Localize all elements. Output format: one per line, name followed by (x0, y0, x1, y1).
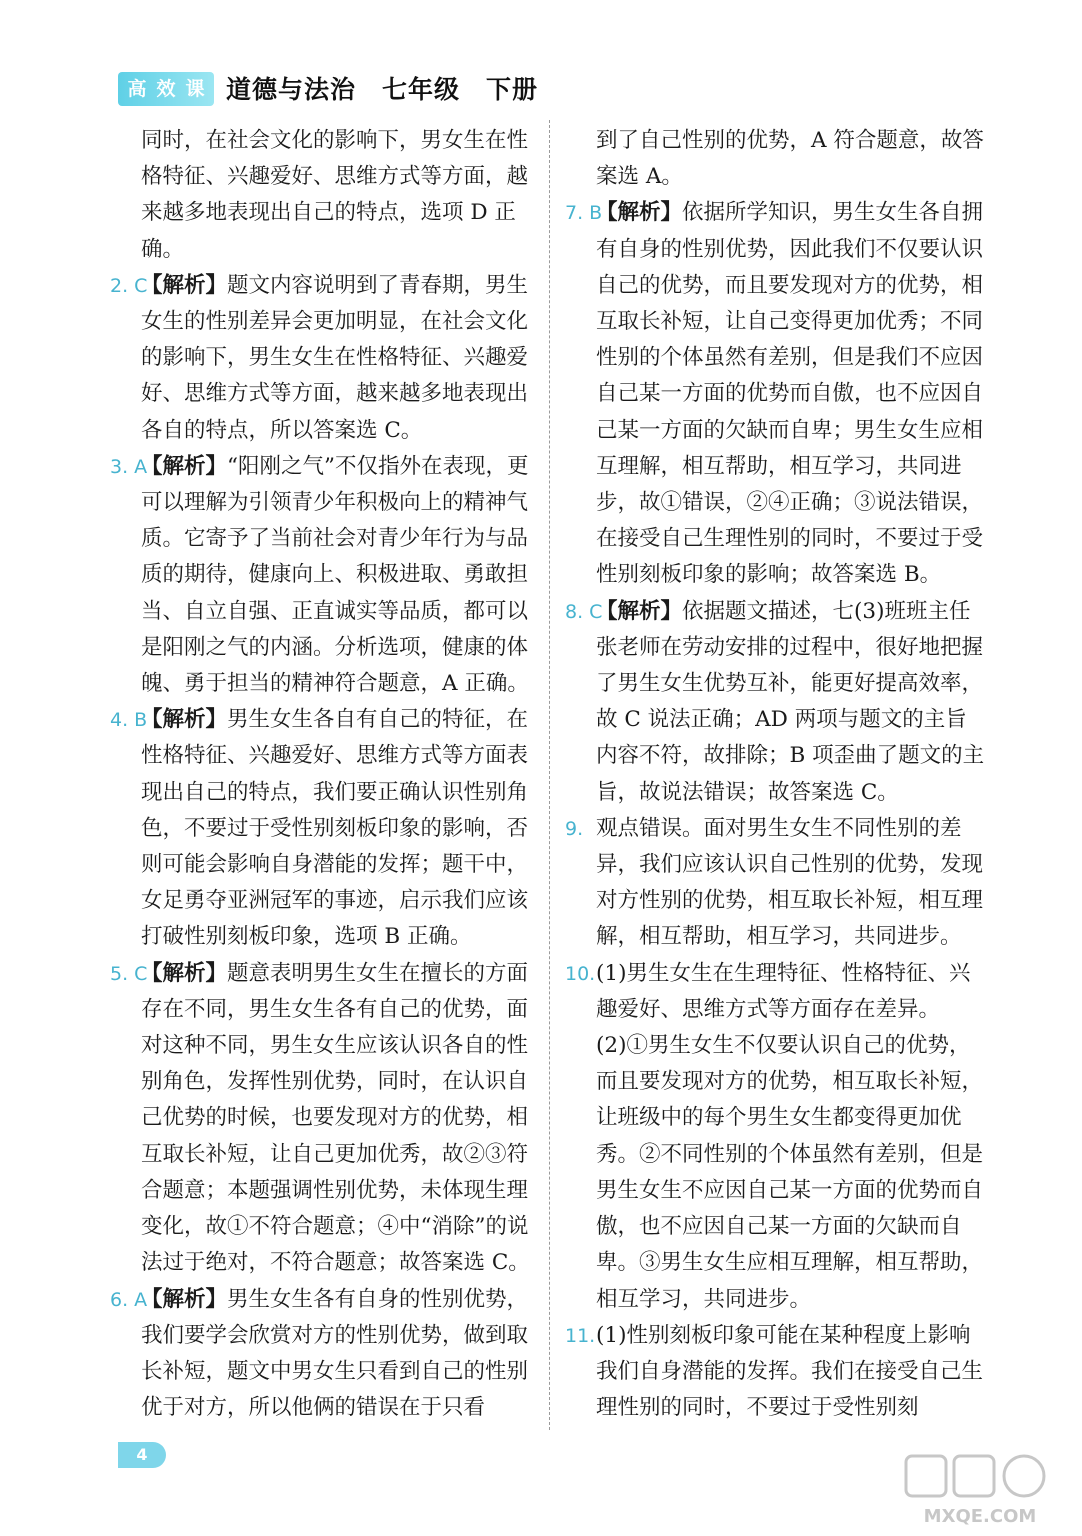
watermark-logo (900, 1450, 1060, 1530)
question-number: 10. (565, 962, 596, 985)
answer-item (565, 1028, 985, 1318)
logo-char: 课 (185, 78, 205, 100)
answer-text: (2)①男生女生不仅要认识自己的优势，而且要发现对方的优势，相互取长补短，让班级中的每个男生女生都变得更加优秀。②不同性别的个体虽然有差别，但是男生女生不应因自己某一方面的优势而自傲，也不应因自己某一方面的欠缺而自卑。③男生女生应相互理解，相互帮助，相互学习，共同进步。 (596, 1033, 984, 1312)
answer-text: 观点错误。面对男生女生不同性别的差异，我们应该认识自己性别的优势，发现对方性别的优势，相互取长补短，相互理解，相互帮助，相互学习，共同进步。 (596, 815, 984, 950)
answer-text: 男生女生各自有自己的特征，在性格特征、兴趣爱好、思维方式等方面表现出自己的特点，我们要正确认识性别角色，不要过于受性别刻板印象的影响，否则可能会影响自身潜能的发挥；题干中，女足勇夺亚洲冠军的事迹，启示我们应该打破性别刻板印象，选项 B 正确。 (141, 707, 529, 950)
question-number: 5. C (110, 962, 148, 985)
question-number: 6. A (110, 1288, 148, 1311)
question-number: 4. B (110, 709, 148, 732)
answer-item (565, 594, 985, 811)
answer-text: 题文内容说明到了青春期，男生女生的性别差异会更加明显，在社会文化的影响下，男生女生在性格特征、兴趣爱好、思维方式等方面，越来越多地表现出各自的特点，所以答案选 C。 (141, 272, 529, 443)
answer-item (110, 702, 535, 955)
answer-item (110, 268, 535, 449)
right-column (565, 123, 985, 1426)
logo-char: 高 (127, 78, 147, 100)
book-title: 道德与法治 七年级 下册 (226, 75, 539, 104)
question-number: 11. (565, 1324, 596, 1347)
answer-item (110, 123, 535, 268)
logo-char: 效 (156, 78, 176, 100)
question-number: 2. C (110, 274, 148, 297)
question-number: 7. B (565, 202, 603, 225)
answer-item (110, 449, 535, 702)
analysis-tag: 【解析】 (141, 1286, 228, 1312)
analysis-tag: 【解析】 (596, 598, 683, 624)
analysis-tag: 【解析】 (596, 200, 683, 226)
answer-item (110, 956, 535, 1282)
analysis-tag: 【解析】 (141, 707, 228, 733)
left-column (110, 123, 535, 1426)
answer-item (565, 956, 985, 1028)
question-number: 8. C (565, 600, 603, 623)
answer-item (565, 123, 985, 195)
answer-text: (1)性别刻板印象可能在某种程度上影响我们自身潜能的发挥。我们在接受自己生理性别的同时，不要过于受性别刻 (596, 1322, 984, 1421)
answer-item (565, 811, 985, 956)
answer-text: 依据所学知识，男生女生各自拥有自身的性别优势，因此我们不仅要认识自己的优势，而且要发现对方的优势，相互取长补短，让自己变得更加优秀；不同性别的个体虽然有差别，但是我们不应因自己某一方面的优势而自傲，也不应因自己某一方面的欠缺而自卑；男生女生应相互理解，相互帮助，相互学习，共同进步，故①错误，②④正确；③说法错误，在接受自己生理性别的同时，不要过于受性别刻板印象的影响；故答案选 B。 (596, 200, 984, 588)
answer-item (565, 1318, 985, 1427)
answer-text: 男生女生各有自身的性别优势，我们要学会欣赏对方的性别优势，做到取长补短，题文中男女生只看到自己的性别优于对方，所以他俩的错误在于只看 (141, 1286, 529, 1421)
answer-text: (1)男生女生在生理特征、性格特征、兴趣爱好、思维方式等方面存在差异。 (596, 960, 971, 1022)
series-logo (118, 72, 214, 106)
analysis-tag: 【解析】 (141, 960, 228, 986)
answer-item (110, 1282, 535, 1427)
answer-text: 到了自己性别的优势，A 符合题意，故答案选 A。 (596, 128, 984, 190)
analysis-tag: 【解析】 (141, 453, 228, 479)
analysis-tag: 【解析】 (141, 272, 228, 298)
question-number: 3. A (110, 455, 148, 478)
answer-text: “阳刚之气”不仅指外在表现，更可以理解为引领青少年积极向上的精神气质。它寄予了当前社会对青少年行为与品质的期待，健康向上、积极进取、勇敢担当、自立自强、正直诚实等品质，都可以是阳刚之气的内涵。分析选项，健康的体魄、勇于担当的精神符合题意，A 正确。 (141, 453, 529, 697)
answer-text: 题意表明男生女生在擅长的方面存在不同，男生女生各有自己的优势，面对这种不同，男生女生应该认识各自的性别角色，发挥性别优势，同时，在认识自己优势的时候，也要发现对方的优势，相互取长补短，让自己更加优秀，故②③符合题意；本题强调性别优势，未体现生理变化，故①不符合题意；④中“消除”的说法过于绝对，不符合题意；故答案选 C。 (141, 960, 530, 1276)
page-number: 4 (118, 1442, 166, 1468)
column-divider (549, 120, 550, 1430)
question-number: 9. (565, 817, 584, 840)
answer-text: 依据题文描述，七(3)班班主任张老师在劳动安排的过程中，很好地把握了男生女生优势互补，能更好提高效率，故 C 说法正确；AD 两项与题文的主旨内容不符，故排除；B 项歪曲了题文的主旨，故说法错误；故答案选 C。 (596, 598, 985, 805)
answer-item (565, 195, 985, 593)
answer-text: 同时，在社会文化的影响下，男女生在性格特征、兴趣爱好、思维方式等方面，越来越多地表现出自己的特点，选项 D 正确。 (141, 128, 529, 262)
watermark-text: MXQE.COM (923, 1506, 1037, 1527)
